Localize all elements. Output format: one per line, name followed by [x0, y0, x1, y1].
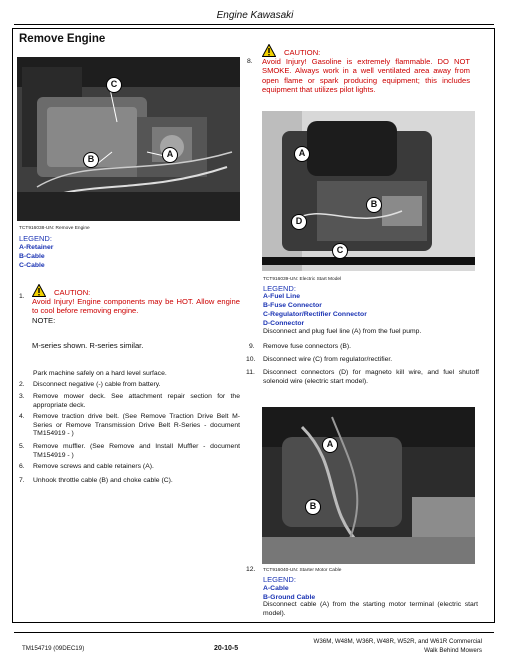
- note-label: NOTE:: [32, 315, 56, 325]
- figure-2-instruction: Disconnect and plug fuel line (A) from the fuel pump.: [263, 328, 422, 335]
- footer-models-line-2: Walk Behind Mowers: [424, 647, 482, 654]
- section-header: Engine Kawasaki: [216, 10, 294, 21]
- legend-item: B-Ground Cable: [263, 594, 316, 601]
- procedure-step: 5. Remove muffler. (See Remove and Install Muffler - document TM154919 - ): [19, 443, 240, 459]
- legend-item: B-Cable: [19, 253, 45, 260]
- header-divider: [14, 24, 494, 25]
- caution-text: Avoid Injury! Engine components may be HOT. Allow engine to cool before removing engine.: [32, 297, 240, 316]
- figure-3-legend-title: LEGEND:: [263, 575, 296, 584]
- callout-d: D: [291, 214, 307, 230]
- step-8-caution: [262, 44, 470, 95]
- figure-2-legend-title: LEGEND:: [263, 284, 296, 293]
- step-12-number: 12.: [246, 566, 256, 573]
- legend-item: D-Connector: [263, 320, 305, 327]
- callout-b: B: [305, 499, 321, 515]
- legend-item: A-Fuel Line: [263, 293, 301, 300]
- procedure-step: 9. Remove fuse connectors (B).: [249, 343, 352, 350]
- legend-item: A-Retainer: [19, 244, 54, 251]
- footer-divider: [14, 632, 494, 633]
- legend-item: B-Fuse Connector: [263, 302, 322, 309]
- figure-1-caption: TCT916038-UN: Remove Engine: [19, 226, 90, 231]
- step-8-number: 8.: [247, 58, 253, 65]
- footer-models-line-1: W36M, W48M, W36R, W48R, W52R, and W61R Commercial: [313, 638, 482, 645]
- callout-a: A: [294, 146, 310, 162]
- procedure-step: 10. Disconnect wire (C) from regulator/rectifier.: [246, 356, 393, 363]
- caution-text: Avoid Injury! Gasoline is extremely flammable. DO NOT SMOKE. Always work in a well ventilated area away from open flame or spark producing equipment; this includes equipment that utilizes pilot lights.: [262, 57, 470, 95]
- footer-doc-id: TM154719 (09DEC19): [22, 645, 85, 652]
- callout-c: C: [106, 77, 122, 93]
- step-1-caution: [32, 284, 240, 325]
- procedure-step: Park machine safely on a hard level surface.: [33, 370, 167, 377]
- callout-a: A: [162, 147, 178, 163]
- figure-3-illustration: [262, 407, 475, 564]
- figure-2-photo: [262, 111, 475, 271]
- figure-3-legend: [263, 584, 315, 602]
- figure-1-illustration: [17, 57, 240, 221]
- callout-c: C: [332, 243, 348, 259]
- footer-page-number: 20-10-5: [214, 645, 239, 652]
- warning-triangle-icon: [32, 284, 46, 297]
- figure-2-caption: TCT916039-UN: Electric Start Model: [263, 277, 342, 282]
- figure-1-photo: [17, 57, 240, 221]
- procedure-step: 6. Remove screws and cable retainers (A).: [19, 463, 154, 470]
- figure-2-legend: [263, 292, 367, 328]
- callout-a: A: [322, 437, 338, 453]
- page-title: Remove Engine: [19, 33, 106, 45]
- procedure-step: 11. Disconnect connectors (D) for magneto kill wire, and fuel shutoff solenoid wire (electric start model).: [246, 369, 479, 385]
- figure-1-legend-title: LEGEND:: [19, 234, 52, 243]
- legend-item: C-Regulator/Rectifier Connector: [263, 311, 367, 318]
- procedure-step: 4. Remove traction drive belt. (See Remove Traction Drive Belt M-Series or Remove Transmission Drive Belt R-Series - document TM154919 - ): [19, 413, 240, 438]
- legend-item: A-Cable: [263, 585, 289, 592]
- callout-b: B: [366, 197, 382, 213]
- procedure-step: 7. Unhook throttle cable (B) and choke cable (C).: [19, 477, 173, 484]
- figure-2-illustration: [262, 111, 475, 271]
- warning-triangle-icon: [262, 44, 276, 57]
- procedure-step: 3. Remove mower deck. See attachment repair section for the appropriate deck.: [19, 393, 240, 409]
- figure-1-legend: [19, 243, 53, 270]
- caution-label: CAUTION:: [54, 288, 91, 297]
- callout-b: B: [83, 152, 99, 168]
- figure-3-photo: [262, 407, 475, 564]
- procedure-step: 2. Disconnect negative (-) cable from battery.: [19, 381, 161, 388]
- figure-3-instruction: Disconnect cable (A) from the starting motor terminal (electric start model).: [263, 601, 478, 617]
- step-1-number: 1.: [19, 293, 25, 300]
- figure-3-caption: TCT916040-UN: Starter Motor Cable: [263, 568, 342, 573]
- note-text: M-series shown. R-series similar.: [32, 341, 144, 350]
- caution-label: CAUTION:: [284, 48, 321, 57]
- legend-item: C-Cable: [19, 262, 45, 269]
